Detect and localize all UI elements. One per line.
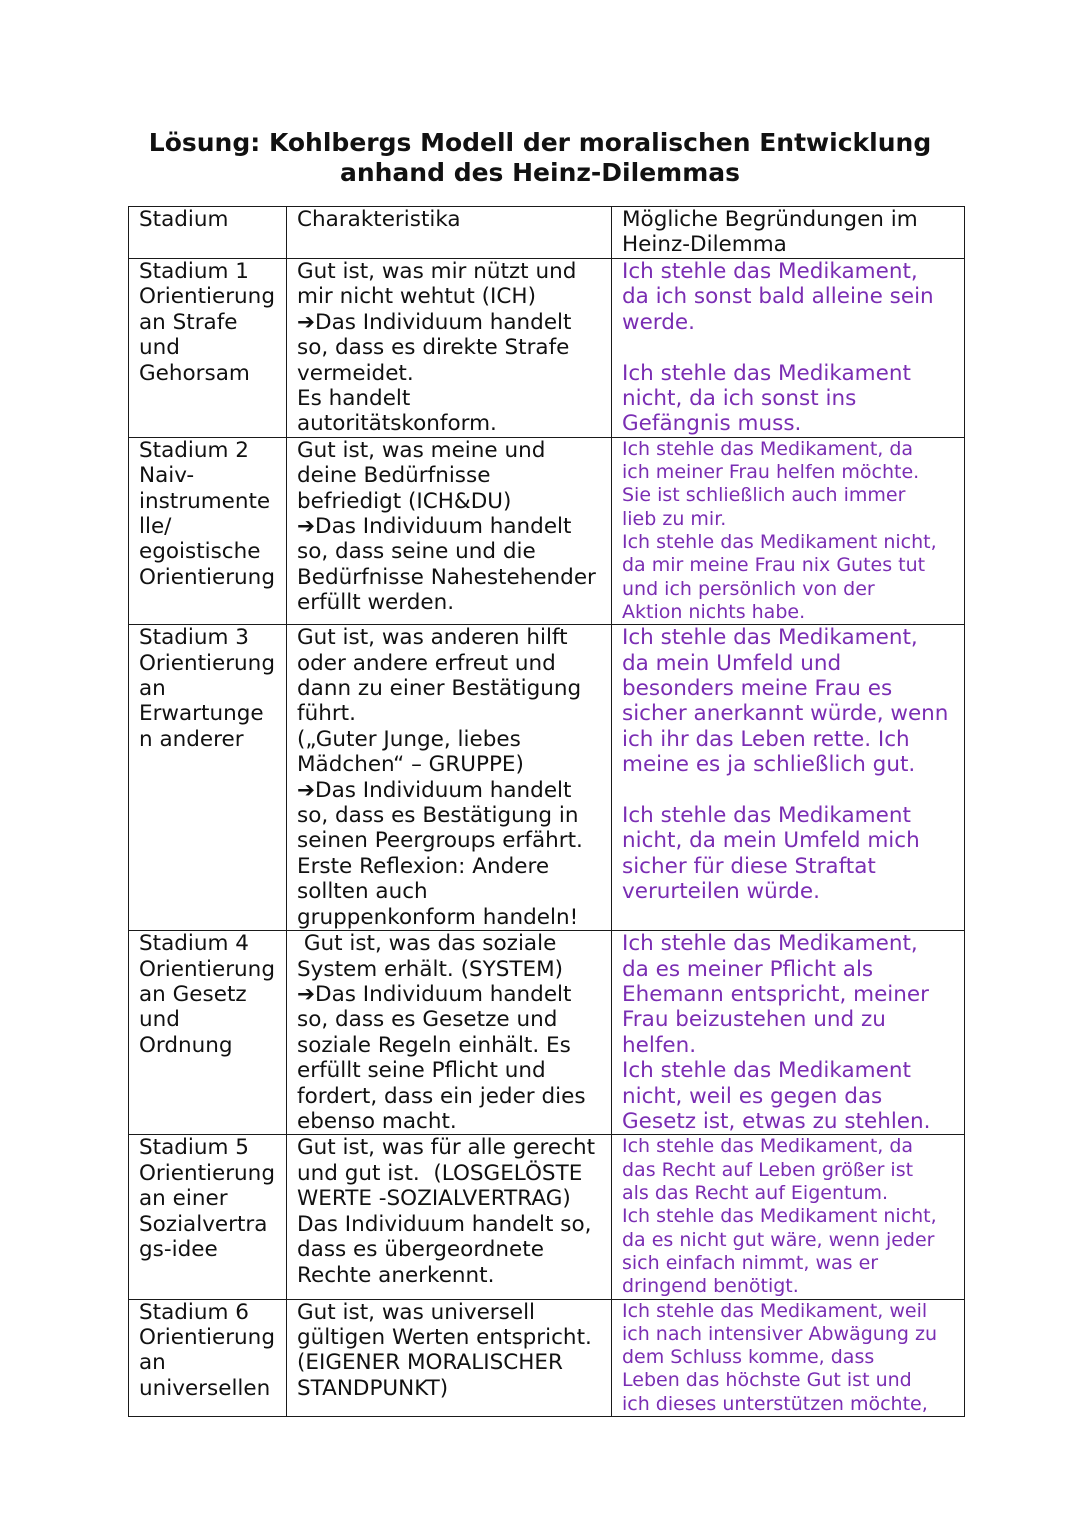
- cell-text-line: Gut ist, was das soziale: [297, 931, 557, 957]
- cell-text-line: Ich stehle das Medikament,: [622, 931, 918, 957]
- cell-text-line: so, dass es Bestätigung in: [297, 803, 579, 829]
- characteristics-cell: [287, 437, 612, 624]
- cell-text-line: ➔Das Individuum handelt: [297, 514, 572, 540]
- cell-text-line: sicher anerkannt würde, wenn: [622, 701, 949, 727]
- table-row: [129, 931, 965, 1135]
- table-row: [129, 1135, 965, 1299]
- cell-text-line: dringend benötigt.: [622, 1275, 799, 1298]
- cell-text-line: Heinz-Dilemma: [622, 232, 787, 258]
- cell-text-line: nicht, da ich sonst ins: [622, 386, 857, 412]
- cell-text-line: das Recht auf Leben größer ist: [622, 1158, 914, 1181]
- cell-text-line: an: [139, 1350, 166, 1376]
- cell-text-line: Gut ist, was anderen hilft: [297, 625, 568, 651]
- cell-text-line: Stadium 5: [139, 1135, 249, 1161]
- stage-cell: [129, 625, 287, 931]
- reasons-cell: [612, 437, 965, 624]
- cell-text-line: nicht, weil es gegen das: [622, 1083, 883, 1109]
- cell-text-line: vermeidet.: [297, 360, 414, 386]
- cell-text-line: Gut ist, was für alle gerecht: [297, 1135, 596, 1161]
- cell-text-line: Ich stehle das Medikament: [622, 803, 911, 829]
- cell-text-line: universellen: [139, 1375, 271, 1401]
- reasons-cell: [612, 259, 965, 438]
- cell-text-line: autoritätskonform.: [297, 411, 497, 437]
- characteristics-cell: [287, 931, 612, 1135]
- cell-text-line: Das Individuum handelt so,: [297, 1211, 592, 1237]
- cell-text-line: soziale Regeln einhält. Es: [297, 1032, 571, 1058]
- cell-text-line: Sie ist schließlich auch immer: [622, 484, 906, 507]
- cell-text-line: Gut ist, was universell: [297, 1299, 536, 1325]
- cell-text-line: Bedürfnisse Nahestehender: [297, 564, 596, 590]
- cell-text-line: helfen.: [622, 1032, 697, 1058]
- cell-text-line: Gefängnis muss.: [622, 411, 802, 437]
- cell-text-line: [622, 335, 964, 360]
- cell-text-line: seinen Peergroups erfährt.: [297, 828, 583, 854]
- title-line-2: anhand des Heinz-Dilemmas: [339, 158, 741, 187]
- reasons-cell: [612, 1299, 965, 1416]
- cell-text-line: so, dass es Gesetze und: [297, 1007, 558, 1033]
- document-title: [0, 128, 1080, 188]
- stage-cell: [129, 931, 287, 1135]
- cell-text-line: da es nicht gut wäre, wenn jeder: [622, 1228, 935, 1251]
- title-line-1: Lösung: Kohlbergs Modell der moralischen Entwicklung: [148, 128, 932, 157]
- cell-text-line: so, dass seine und die: [297, 539, 536, 565]
- cell-text-line: ➔Das Individuum handelt: [297, 309, 572, 335]
- cell-text-line: Ich stehle das Medikament, da: [622, 1135, 914, 1158]
- cell-text-line: Es handelt: [297, 386, 411, 412]
- cell-text-line: Charakteristika: [297, 207, 461, 232]
- cell-text-line: Erste Reflexion: Andere: [297, 853, 550, 879]
- cell-text-line: gültigen Werten entspricht.: [297, 1324, 592, 1350]
- reasons-cell: [612, 625, 965, 931]
- cell-text-line: System erhält. (SYSTEM): [297, 956, 564, 982]
- cell-text-line: Mädchen“ – GRUPPE): [297, 752, 524, 778]
- cell-text-line: Ich stehle das Medikament: [622, 360, 911, 386]
- header-reasons-cell: [612, 207, 965, 259]
- cell-text-line: Leben das höchste Gut ist und: [622, 1369, 912, 1392]
- cell-text-line: und ich persönlich von der: [622, 577, 875, 600]
- cell-text-line: Ich stehle das Medikament nicht,: [622, 1205, 937, 1228]
- kohlberg-stages-table: [128, 206, 965, 1417]
- cell-text-line: führt.: [297, 701, 356, 727]
- cell-text-line: dass es übergeordnete: [297, 1237, 544, 1263]
- cell-text-line: n anderer: [139, 726, 244, 752]
- cell-text-line: werde.: [622, 309, 695, 335]
- header-characteristics-cell: [287, 207, 612, 259]
- cell-text-line: Ich stehle das Medikament,: [622, 259, 918, 284]
- cell-text-line: ich dieses unterstützen möchte,: [622, 1392, 928, 1415]
- stage-cell: [129, 1135, 287, 1299]
- reasons-cell: [612, 931, 965, 1135]
- cell-text-line: und: [139, 335, 180, 361]
- cell-text-line: Stadium 4: [139, 931, 249, 957]
- characteristics-cell: [287, 259, 612, 438]
- cell-text-line: Stadium 6: [139, 1299, 249, 1325]
- cell-text-line: Stadium: [139, 207, 229, 232]
- cell-text-line: da mir meine Frau nix Gutes tut: [622, 554, 926, 577]
- cell-text-line: Orientierung: [139, 564, 275, 590]
- cell-text-line: Gesetz ist, etwas zu stehlen.: [622, 1109, 931, 1135]
- cell-text-line: Aktion nichts habe.: [622, 600, 806, 623]
- cell-text-line: Orientierung: [139, 284, 275, 310]
- cell-text-line: gs-idee: [139, 1237, 218, 1263]
- table-row: [129, 259, 965, 438]
- cell-text-line: Orientierung: [139, 650, 275, 676]
- cell-text-line: Stadium 2: [139, 437, 249, 463]
- cell-text-line: sollten auch: [297, 879, 428, 905]
- cell-text-line: Ich stehle das Medikament: [622, 1058, 911, 1084]
- cell-text-line: STANDPUNKT): [297, 1375, 449, 1401]
- cell-text-line: Ehemann entspricht, meiner: [622, 982, 929, 1008]
- cell-text-line: und gut ist. (LOSGELÖSTE: [297, 1160, 583, 1186]
- cell-text-line: („Guter Junge, liebes: [297, 726, 521, 752]
- stage-cell: [129, 1299, 287, 1416]
- cell-text-line: an: [139, 676, 166, 702]
- cell-text-line: Gut ist, was meine und: [297, 437, 546, 463]
- cell-text-line: ebenso macht.: [297, 1109, 457, 1135]
- cell-text-line: dem Schluss komme, dass: [622, 1346, 875, 1369]
- cell-text-line: Sozialvertra: [139, 1211, 268, 1237]
- cell-text-line: WERTE -SOZIALVERTRAG): [297, 1186, 571, 1212]
- cell-text-line: Orientierung: [139, 1324, 275, 1350]
- cell-text-line: nicht, da mein Umfeld mich: [622, 828, 920, 854]
- cell-text-line: Ich stehle das Medikament nicht,: [622, 531, 937, 554]
- characteristics-cell: [287, 1299, 612, 1416]
- cell-text-line: lieb zu mir.: [622, 507, 727, 530]
- cell-text-line: als das Recht auf Eigentum.: [622, 1182, 889, 1205]
- cell-text-line: befriedigt (ICH&DU): [297, 488, 512, 514]
- cell-text-line: Stadium 1: [139, 259, 249, 284]
- cell-text-line: dann zu einer Bestätigung: [297, 676, 582, 702]
- cell-text-line: Gut ist, was mir nützt und: [297, 259, 577, 284]
- table-row: [129, 625, 965, 931]
- characteristics-cell: [287, 625, 612, 931]
- cell-text-line: fordert, dass ein jeder dies: [297, 1083, 586, 1109]
- cell-text-line: an Gesetz: [139, 982, 247, 1008]
- header-stage-cell: [129, 207, 287, 259]
- cell-text-line: Naiv-: [139, 463, 195, 489]
- cell-text-line: deine Bedürfnisse: [297, 463, 491, 489]
- table-header-row: [129, 207, 965, 259]
- cell-text-line: Erwartunge: [139, 701, 264, 727]
- cell-text-line: lle/: [139, 514, 172, 540]
- cell-text-line: und: [139, 1007, 180, 1033]
- cell-text-line: egoistische: [139, 539, 261, 565]
- cell-text-line: Ich stehle das Medikament, da: [622, 437, 914, 460]
- cell-text-line: an einer: [139, 1186, 228, 1212]
- cell-text-line: erfüllt seine Pflicht und: [297, 1058, 546, 1084]
- cell-text-line: instrumente: [139, 488, 271, 514]
- cell-text-line: da ich sonst bald alleine sein: [622, 284, 934, 310]
- stage-cell: [129, 437, 287, 624]
- cell-text-line: Orientierung: [139, 956, 275, 982]
- cell-text-line: Mögliche Begründungen im: [622, 207, 918, 232]
- cell-text-line: da mein Umfeld und: [622, 650, 842, 676]
- cell-text-line: ich ihr das Leben rette. Ich: [622, 726, 910, 752]
- cell-text-line: mir nicht wehtut (ICH): [297, 284, 536, 310]
- cell-text-line: ich nach intensiver Abwägung zu: [622, 1322, 937, 1345]
- table-row: [129, 1299, 965, 1416]
- cell-text-line: (EIGENER MORALISCHER: [297, 1350, 563, 1376]
- reasons-cell: [612, 1135, 965, 1299]
- cell-text-line: Rechte anerkennt.: [297, 1262, 495, 1288]
- cell-text-line: oder andere erfreut und: [297, 650, 556, 676]
- cell-text-line: gruppenkonform handeln!: [297, 904, 579, 930]
- cell-text-line: Ich stehle das Medikament,: [622, 625, 918, 651]
- stage-cell: [129, 259, 287, 438]
- cell-text-line: verurteilen würde.: [622, 879, 820, 905]
- cell-text-line: ich meiner Frau helfen möchte.: [622, 461, 920, 484]
- cell-text-line: besonders meine Frau es: [622, 676, 893, 702]
- cell-text-line: Frau beizustehen und zu: [622, 1007, 886, 1033]
- cell-text-line: erfüllt werden.: [297, 590, 455, 616]
- cell-text-line: Stadium 3: [139, 625, 249, 651]
- cell-text-line: ➔Das Individuum handelt: [297, 777, 572, 803]
- cell-text-line: sich einfach nimmt, was er: [622, 1251, 879, 1274]
- characteristics-cell: [287, 1135, 612, 1299]
- cell-text-line: an Strafe: [139, 309, 238, 335]
- cell-text-line: [622, 778, 964, 803]
- table-row: [129, 437, 965, 624]
- cell-text-line: Ich stehle das Medikament, weil: [622, 1299, 928, 1322]
- cell-text-line: da es meiner Pflicht als: [622, 956, 874, 982]
- cell-text-line: sicher für diese Straftat: [622, 853, 876, 879]
- cell-text-line: ➔Das Individuum handelt: [297, 982, 572, 1008]
- cell-text-line: meine es ja schließlich gut.: [622, 752, 916, 778]
- cell-text-line: so, dass es direkte Strafe: [297, 335, 570, 361]
- cell-text-line: Gehorsam: [139, 360, 250, 386]
- cell-text-line: Ordnung: [139, 1032, 233, 1058]
- cell-text-line: Orientierung: [139, 1160, 275, 1186]
